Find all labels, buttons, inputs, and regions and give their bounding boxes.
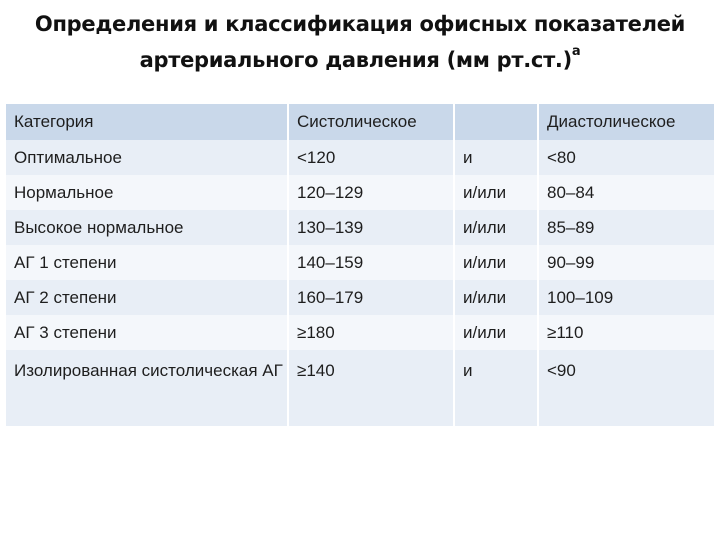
cell-systolic: ≥140 — [288, 350, 454, 426]
cell-diastolic: 100–109 — [538, 280, 714, 315]
cell-category: Высокое нормальное — [6, 210, 288, 245]
title-line-2 — [0, 40, 720, 76]
table-row — [6, 315, 714, 350]
title-superscript: а — [571, 44, 581, 59]
bp-classification-table — [6, 104, 714, 426]
cell-category: АГ 1 степени — [6, 245, 288, 280]
cell-diastolic: 85–89 — [538, 210, 714, 245]
cell-diastolic: 80–84 — [538, 175, 714, 210]
cell-category: АГ 3 степени — [6, 315, 288, 350]
cell-category: Оптимальное — [6, 140, 288, 175]
cell-systolic: ≥180 — [288, 315, 454, 350]
title-line-1: Определения и классификация офисных показателей — [34, 12, 686, 36]
header-diastolic: Диастолическое — [538, 104, 714, 140]
table-row — [6, 175, 714, 210]
table-row — [6, 140, 714, 175]
cell-conjunction: и/или — [454, 280, 538, 315]
cell-conjunction: и/или — [454, 210, 538, 245]
cell-conjunction: и — [454, 350, 538, 426]
cell-diastolic: ≥110 — [538, 315, 714, 350]
table-row — [6, 280, 714, 315]
cell-category: Изолированная систолическая АГ — [6, 350, 288, 426]
cell-systolic: 120–129 — [288, 175, 454, 210]
cell-diastolic: 90–99 — [538, 245, 714, 280]
cell-systolic: 130–139 — [288, 210, 454, 245]
cell-diastolic: <80 — [538, 140, 714, 175]
cell-category: АГ 2 степени — [6, 280, 288, 315]
cell-diastolic: <90 — [538, 350, 714, 426]
cell-systolic: 160–179 — [288, 280, 454, 315]
title-line-2-text: артериального давления (мм рт.ст.) — [139, 48, 572, 72]
table-header-row — [6, 104, 714, 140]
page-title — [0, 8, 720, 76]
header-conjunction — [454, 104, 538, 140]
header-category: Категория — [6, 104, 288, 140]
table-row — [6, 210, 714, 245]
cell-conjunction: и — [454, 140, 538, 175]
table-row — [6, 245, 714, 280]
cell-conjunction: и/или — [454, 175, 538, 210]
cell-conjunction: и/или — [454, 245, 538, 280]
cell-conjunction: и/или — [454, 315, 538, 350]
table-row — [6, 350, 714, 426]
cell-systolic: 140–159 — [288, 245, 454, 280]
header-systolic: Систолическое — [288, 104, 454, 140]
cell-systolic: <120 — [288, 140, 454, 175]
cell-category: Нормальное — [6, 175, 288, 210]
